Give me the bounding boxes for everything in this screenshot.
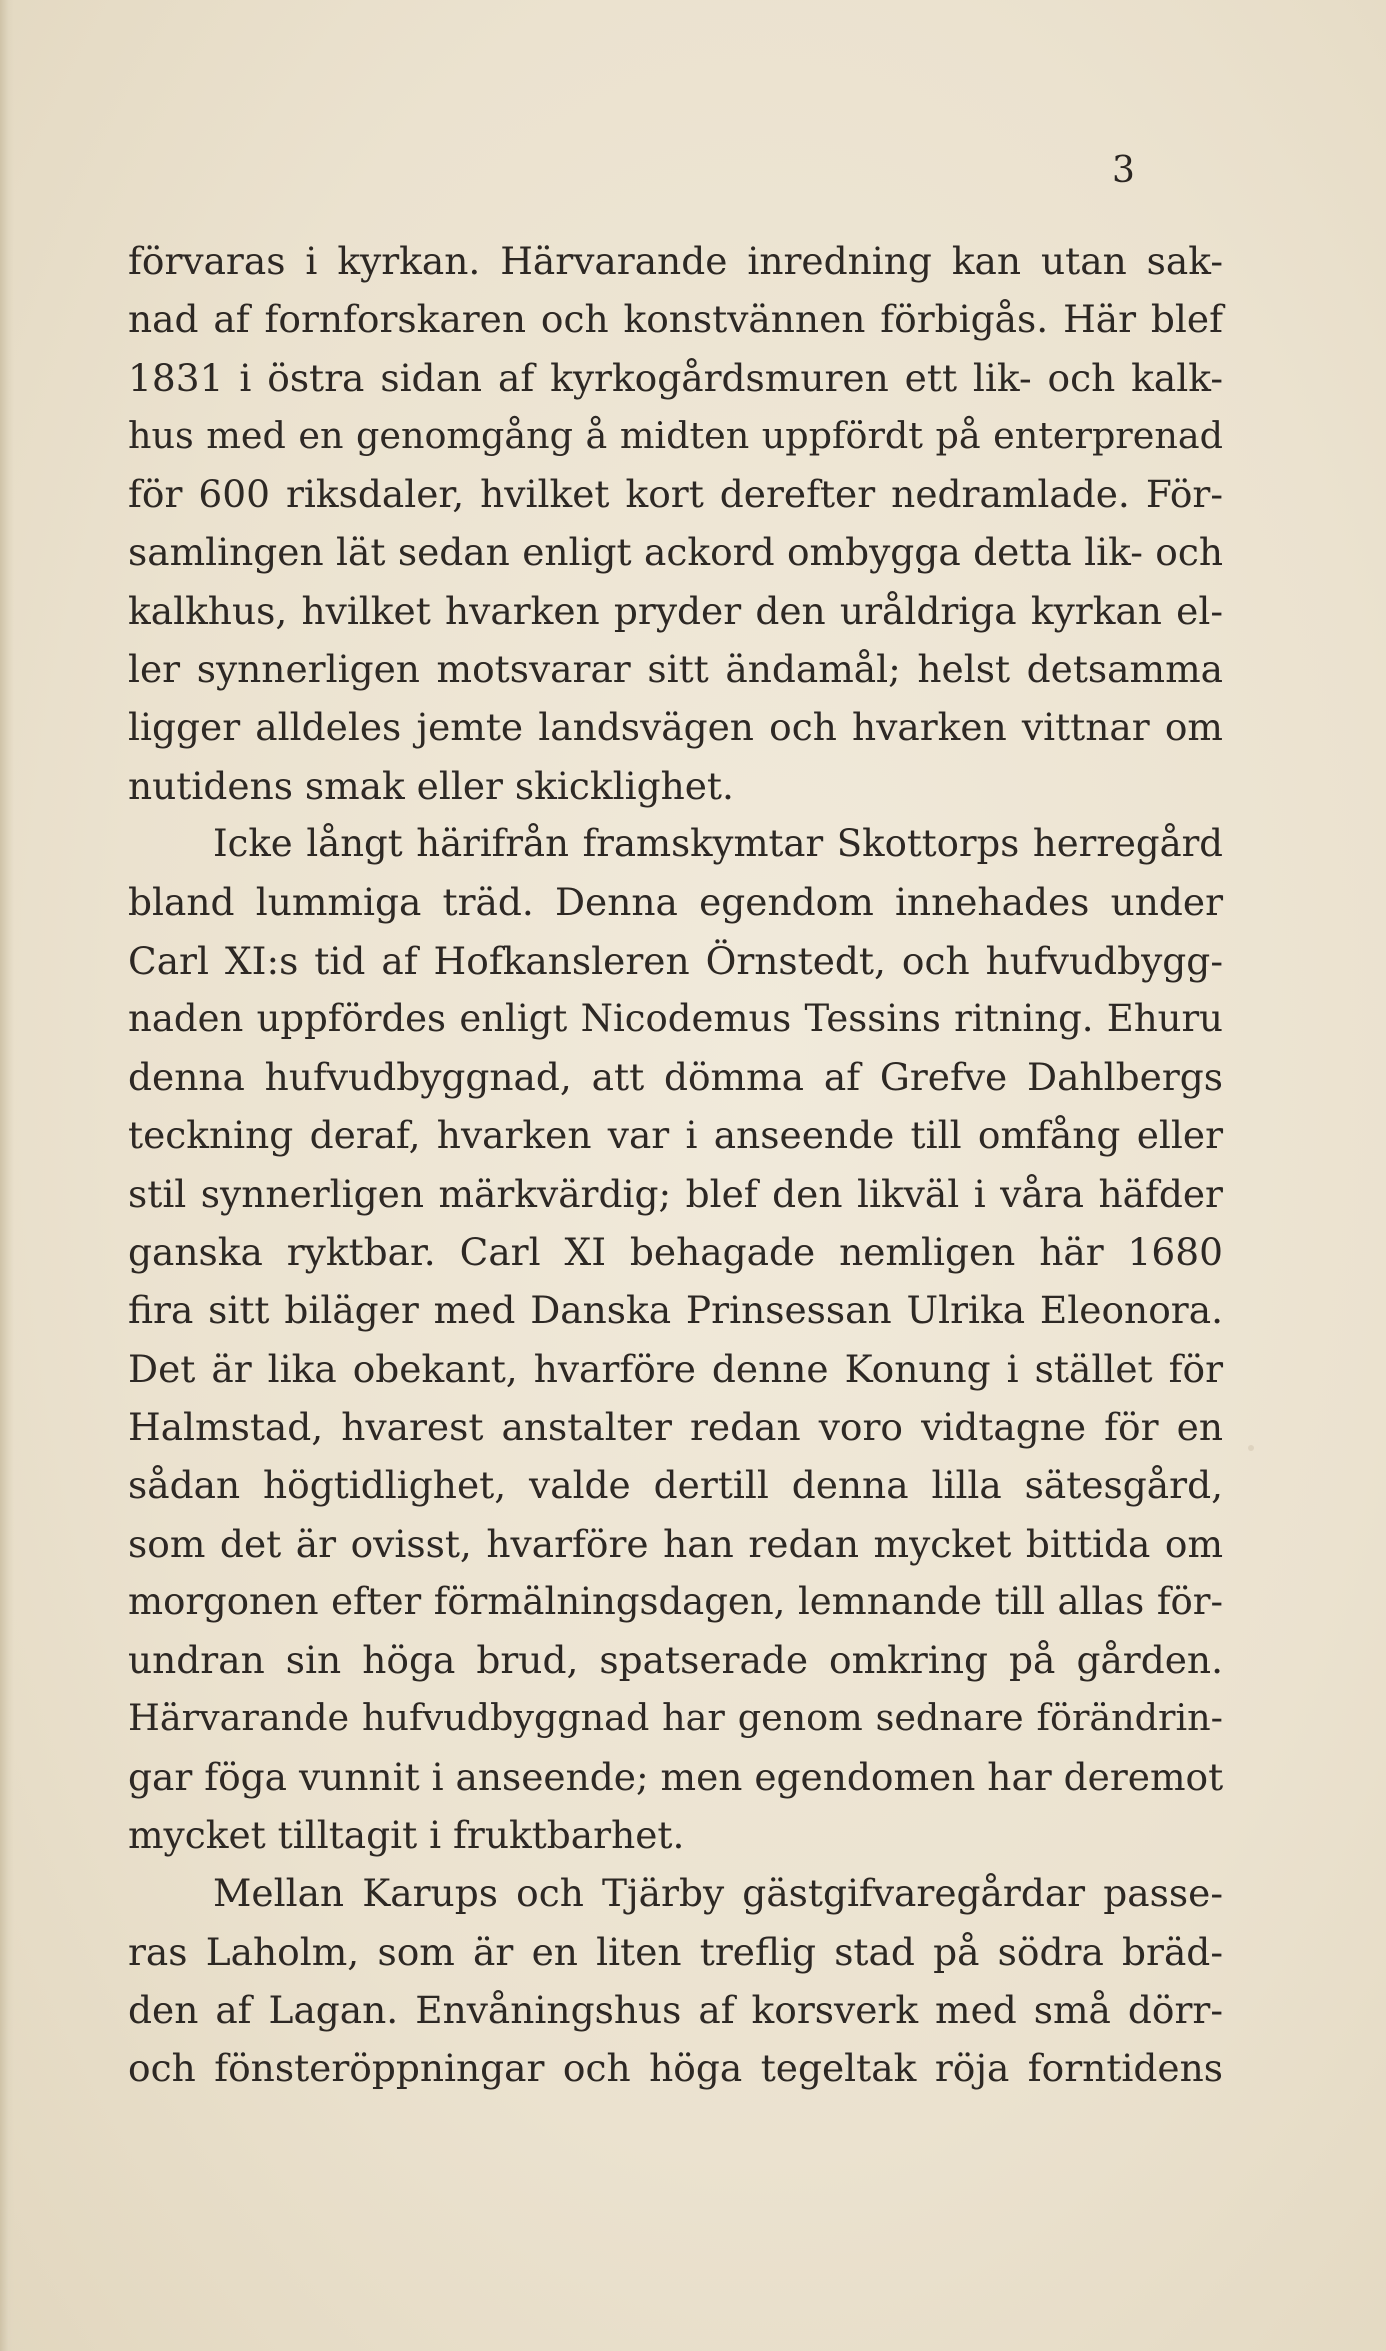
text-line: undran sin höga brud, spatserade omkring på gården. [128, 1638, 1223, 1683]
body-text [128, 232, 1223, 2098]
text-line: nad af fornforskaren och konstvännen förbigås. Här blef [128, 297, 1223, 342]
text-line: nutidens smak eller skicklighet. [128, 763, 734, 808]
text-line: för 600 riksdaler, hvilket kort derefter nedramlade. För- [128, 472, 1223, 517]
text-line: gar föga vunnit i anseende; men egendomen har deremot [128, 1754, 1224, 1799]
page-number: 3 [1112, 150, 1136, 191]
text-line: bland lummiga träd. Denna egendom innehades under [128, 880, 1223, 925]
text-line: förvaras i kyrkan. Härvarande inredning kan utan sak- [128, 239, 1223, 283]
text-line: samlingen lät sedan enligt ackord ombygga detta lik- och [128, 530, 1223, 575]
text-line: ler synnerligen motsvarar sitt ändamål; helst detsamma [128, 647, 1223, 692]
text-line: stil synnerligen märkvärdig; blef den likväl i våra häfder [128, 1171, 1223, 1216]
text-line: som det är ovisst, hvarföre han redan mycket bittida om [128, 1521, 1223, 1566]
text-line: ras Laholm, som är en liten treflig stad på södra bräd- [128, 1929, 1223, 1974]
text-line: Icke långt härifrån framskymtar Skottorps herregård [213, 821, 1223, 865]
page-gutter-edge [0, 0, 14, 2351]
text-line: Mellan Karups och Tjärby gästgifvaregårdar passe- [213, 1871, 1223, 1916]
text-line: fira sitt biläger med Danska Prinsessan Ulrika Eleonora. [128, 1288, 1223, 1333]
text-line: sådan högtidlighet, valde dertill denna lilla sätesgård, [128, 1463, 1223, 1508]
text-line: ganska ryktbar. Carl XI behagade nemligen här 1680 [128, 1230, 1223, 1275]
paper-stain [1248, 1445, 1254, 1451]
text-line: denna hufvudbyggnad, att dömma af Grefve Dahlbergs [128, 1055, 1223, 1100]
text-line: ligger alldeles jemte landsvägen och hvarken vittnar om [128, 705, 1223, 750]
text-line: den af Lagan. Envåningshus af korsverk med små dörr- [128, 1987, 1223, 2032]
text-line: och fönsteröppningar och höga tegeltak röja forntidens [128, 2046, 1223, 2091]
text-line: Carl XI:s tid af Hofkansleren Örnstedt, och hufvudbygg- [128, 938, 1223, 983]
text-line: teckning deraf, hvarken var i anseende till omfång eller [128, 1113, 1223, 1158]
text-line: naden uppfördes enligt Nicodemus Tessins ritning. Ehuru [128, 996, 1223, 1040]
text-line: Härvarande hufvudbyggnad har genom sednare förändrin- [128, 1696, 1223, 1740]
text-line: 1831 i östra sidan af kyrkogårdsmuren ett lik- och kalk- [128, 355, 1223, 400]
text-line: mycket tilltagit i fruktbarhet. [128, 1813, 685, 1858]
text-line: Det är lika obekant, hvarföre denne Konung i stället för [128, 1346, 1223, 1391]
text-line: morgonen efter förmälningsdagen, lemnande till allas för- [128, 1579, 1223, 1623]
text-line: kalkhus, hvilket hvarken pryder den uråldriga kyrkan el- [128, 588, 1223, 633]
text-line: hus med en genomgång å midten uppfördt på enterprenad [128, 413, 1223, 457]
text-line: Halmstad, hvarest anstalter redan voro vidtagne för en [128, 1404, 1223, 1449]
